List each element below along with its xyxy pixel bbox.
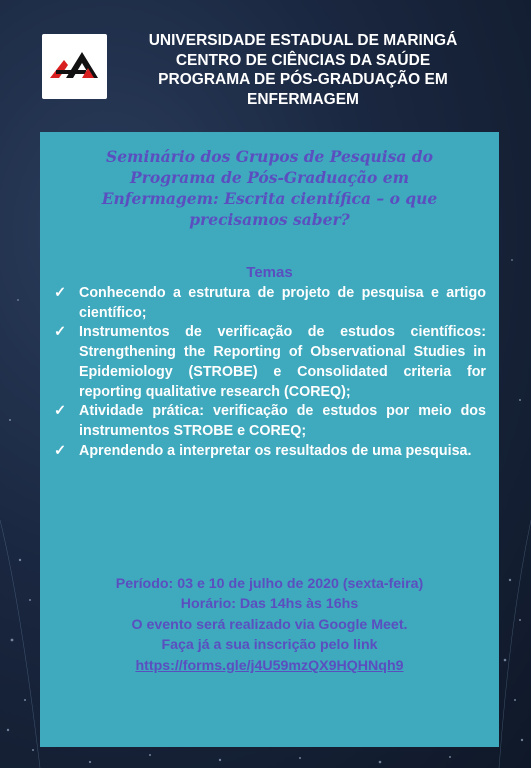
checkmark-icon: ✓ — [54, 442, 66, 459]
title-line: precisamos saber? — [189, 210, 350, 229]
list-item — [54, 402, 486, 441]
header-line: UNIVERSIDADE ESTADUAL DE MARINGÁ — [148, 32, 458, 49]
topic-text: Instrumentos de verificação de estudos científicos: Strengthening the Reporting of Observational Studies in Epidemiology (STROBE) e Consolidated criteria for reporting qualitative research (COREQ); — [79, 324, 486, 400]
topic-text: Atividade prática: verificação de estudos por meio dos instrumentos STROBE e COREQ; — [79, 403, 486, 439]
topics-heading: Temas — [246, 264, 293, 281]
event-title — [50, 146, 489, 230]
topic-text: Aprendendo a interpretar os resultados de uma pesquisa. — [79, 442, 472, 459]
event-period: Período: 03 e 10 de julho de 2020 (sexta-feira) — [115, 576, 424, 592]
signup-link[interactable]: https://forms.gle/j4U59mzQX9HQHNqh9 — [135, 657, 404, 674]
university-logo — [42, 34, 107, 99]
event-schedule: Horário: Das 14hs às 16hs — [180, 596, 359, 613]
event-info — [40, 574, 499, 676]
uem-logo-icon — [42, 34, 107, 99]
list-item — [54, 284, 486, 323]
institution-header — [118, 31, 488, 109]
event-platform: O evento será realizado via Google Meet. — [131, 616, 408, 633]
topic-text: Conhecendo a estrutura de projeto de pesquisa e artigo científico; — [79, 285, 486, 321]
list-item — [54, 323, 486, 402]
title-line: Enfermagem: Escrita científica – o que — [101, 189, 438, 208]
checkmark-icon: ✓ — [54, 324, 66, 341]
checkmark-icon: ✓ — [54, 403, 66, 420]
header-line: CENTRO DE CIÊNCIAS DA SAÚDE — [175, 51, 431, 69]
title-line: Seminário dos Grupos de Pesquisa do — [106, 147, 433, 166]
header-line: PROGRAMA DE PÓS-GRADUAÇÃO EM — [158, 71, 448, 88]
title-line: Programa de Pós-Graduação em — [130, 168, 409, 187]
event-panel — [40, 132, 499, 747]
signup-text: Faça já a sua inscrição pelo link — [161, 637, 378, 654]
topics-list — [54, 284, 486, 461]
checkmark-icon: ✓ — [54, 285, 66, 301]
header-line: ENFERMAGEM — [247, 90, 359, 108]
list-item — [54, 442, 486, 462]
